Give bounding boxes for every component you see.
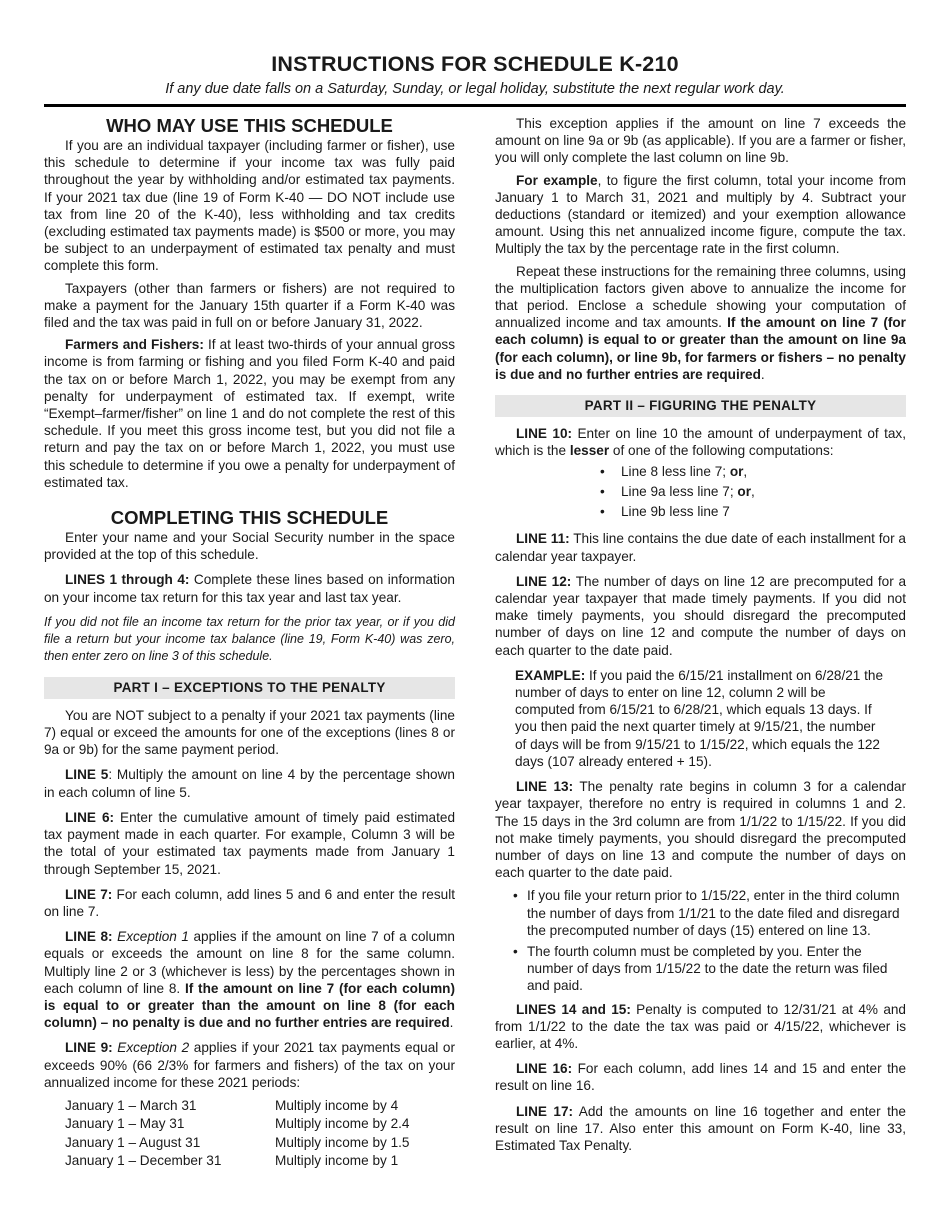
period-label: January 1 – December 31	[65, 1153, 222, 1169]
line-17-label: LINE 17:	[516, 1103, 574, 1119]
period-factor: Multiply income by 1.5	[275, 1134, 410, 1150]
right-column	[495, 115, 906, 1154]
farmers-label: Farmers and Fishers:	[65, 337, 204, 353]
period-label: January 1 – March 31	[65, 1097, 197, 1113]
line-10-lesser: lesser	[569, 443, 610, 459]
line-12-label: LINE 12:	[516, 573, 572, 589]
line-11-paragraph	[495, 530, 906, 564]
line-9-exception: Exception 2	[117, 1040, 190, 1056]
line-9-text: applies if your 2021 tax payments equal or exceeds 90% (66 2/3% for farmers and fishers) of the tax on your annualized income for these 2021 periods:	[44, 1040, 455, 1090]
lines-14-15-paragraph	[495, 1001, 906, 1053]
page-subtitle: If any due date falls on a Saturday, Sunday, or legal holiday, substitute the next regular work day.	[165, 81, 785, 97]
period-factor: Multiply income by 2.4	[275, 1116, 410, 1132]
example-box-text: If you paid the 6/15/21 installment on 6/28/21 the number of days to enter on line 12, column 2 will be computed from 6/15/21 to 6/28/21, which equals 13 days. If you then paid the next quarter timely at 9/15/21, the number of days will be from 9/15/21 to 1/15/22, which equals the 122 days (107 already entered + 15).	[515, 667, 884, 769]
line-11-label: LINE 11:	[516, 531, 570, 547]
list-item: • Line 9a less line 7; or,	[600, 482, 906, 502]
line-13-label: LINE 13:	[516, 779, 574, 795]
repeat-bold: If the amount on line 7 (for each column) is equal to or greater than the amount on line 9a (for each column), or line 9b, for farmers or fishers – no penalty is due and no further entries are required	[495, 315, 906, 382]
line-17-text: Add the amounts on line 16 together and enter the result on line 17. Also enter this amount on Form K-40, line 33, Estimated Tax Penalty.	[495, 1103, 906, 1153]
computation-list	[495, 462, 906, 522]
exception-continued-paragraph: This exception applies if the amount on line 7 exceeds the amount on line 9a or 9b (as applicable). If you are a farmer or fisher, you will only complete the last column on line 9b.	[495, 116, 906, 166]
line-9-label: LINE 9:	[65, 1040, 113, 1056]
lines-14-15-label: LINES 14 and 15:	[516, 1001, 631, 1017]
lines-1-4-label: LINES 1 through 4:	[65, 572, 190, 588]
period-label: January 1 – August 31	[65, 1134, 201, 1150]
part-2-header: PART II – FIGURING THE PENALTY	[495, 395, 906, 417]
line-13-paragraph	[495, 778, 906, 881]
for-example-paragraph	[495, 172, 906, 258]
list-item: • If you file your return prior to 1/15/22, enter in the third column the number of days from 1/1/21 to the date filed and disregard the precomputed number of days (15) entered on line 13.	[513, 887, 906, 939]
left-column	[44, 115, 455, 1171]
line-12-paragraph	[495, 573, 906, 659]
lines-14-15-text: Penalty is computed to 12/31/21 at 4% and from 1/1/22 to the date the tax was paid or 4/15/22, whichever is earlier, at 4%.	[495, 1001, 906, 1051]
line-10-end: of one of the following computations:	[609, 443, 834, 459]
completing-heading: COMPLETING THIS SCHEDULE	[110, 507, 389, 529]
page-title: INSTRUCTIONS FOR SCHEDULE K-210	[271, 52, 679, 76]
line-8-end: .	[449, 1015, 454, 1031]
lines-1-4-text: Complete these lines based on information on your income tax return for this tax year and last tax year.	[44, 572, 455, 605]
who-paragraph-2: Taxpayers (other than farmers or fishers) are not required to make a payment for the January 15th quarter if a Form K-40 was filed and the tax was paid in full on or before January 31, 2022.	[44, 280, 455, 331]
part-1-header: PART I – EXCEPTIONS TO THE PENALTY	[44, 677, 455, 699]
line-12-text: The number of days on line 12 are precomputed for a calendar year taxpayer that made timely payments. If you did not make timely payments, you should disregard the precomputed number of days on line 12 and compute the number of days on each quarter to the date paid.	[495, 573, 907, 658]
period-factor: Multiply income by 4	[275, 1097, 399, 1113]
list-item: • The fourth column must be completed by you. Enter the number of days from 1/15/22 to the date the return was filed and paid.	[513, 943, 906, 995]
line-16-label: LINE 16:	[516, 1061, 573, 1077]
line-8-label: LINE 8:	[65, 929, 113, 945]
line-6-paragraph	[44, 809, 455, 878]
line-8-text: applies if the amount on line 7 of a column equals or exceeds the amount on line 8 for the same column. Multiply line 2 or 3 (whichever is less) by the percentages shown in each column of line 8.	[44, 929, 455, 996]
period-factor: Multiply income by 1	[275, 1153, 399, 1169]
for-example-label: For example	[516, 172, 598, 188]
completing-paragraph: Enter your name and your Social Security number in the space provided at the top of this schedule.	[44, 530, 455, 563]
line-13-text: The penalty rate begins in column 3 for a calendar year taxpayer, therefore no entry is required in columns 1 and 2. The 15 days in the 3rd column are from 1/1/22 to 1/15/22. If you did not make timely payments, you should disregard the precomputed number of days on line 13 and compute the number of days on each quarter to the date paid.	[495, 779, 907, 881]
line-10-text: Enter on line 10 the amount of underpayment of tax, which is the	[495, 426, 906, 459]
line-8-paragraph	[44, 928, 455, 1031]
repeat-end: .	[760, 366, 765, 382]
line-10-paragraph	[495, 425, 906, 459]
who-may-use-heading: WHO MAY USE THIS SCHEDULE	[106, 115, 393, 136]
line-10-label: LINE 10:	[516, 426, 573, 442]
line-16-paragraph	[495, 1060, 906, 1094]
period-label: January 1 – May 31	[65, 1116, 185, 1132]
line-8-exception: Exception 1	[117, 929, 189, 945]
lines-1-4-paragraph	[44, 571, 455, 605]
header-rule	[44, 104, 906, 107]
line-7-label: LINE 7:	[65, 886, 113, 902]
example-box	[515, 667, 886, 770]
line-5-label: LINE 5	[65, 767, 109, 783]
line-7-text: For each column, add lines 5 and 6 and enter the result on line 7.	[44, 886, 456, 919]
line-16-text: For each column, add lines 14 and 15 and enter the result on line 16.	[495, 1061, 907, 1094]
line-8-bold: If the amount on line 7 (for each column) is equal to or greater than the amount on line 8 (for each column) – no penalty is due and no further entries are required	[44, 980, 455, 1031]
list-item: • Line 9b less line 7	[600, 502, 906, 522]
example-box-label: EXAMPLE:	[515, 667, 586, 683]
for-example-text: , to figure the first column, total your income from January 1 to March 31, 2021 and multiply by 4. Subtract your deductions (standard or itemized) and your exemption allowance amount. Using this net annualized income figure, compute the tax. Multiply the tax by the percentage rate in the first column.	[495, 172, 906, 257]
line-11-text: This line contains the due date of each installment for a calendar year taxpayer.	[495, 531, 906, 564]
list-item: • Line 8 less line 7; or,	[600, 462, 906, 482]
line-6-label: LINE 6:	[65, 809, 115, 825]
repeat-text: Repeat these instructions for the remaining three columns, using the multiplication factors given above to annualize the income for that period. Enclose a schedule showing your computation of annualized income and tax amounts.	[495, 263, 906, 331]
farmers-paragraph	[44, 336, 455, 491]
repeat-paragraph	[495, 263, 906, 383]
line-7-paragraph	[44, 886, 455, 920]
line-5-paragraph	[44, 766, 455, 800]
line-9-paragraph	[44, 1039, 455, 1091]
line-5-text: : Multiply the amount on line 4 by the percentage shown in each column of line 5.	[44, 767, 455, 800]
annualization-table	[65, 1097, 455, 1171]
who-paragraph-1: If you are an individual taxpayer (including farmer or fisher), use this schedule to determine if your income tax was fully paid throughout the year by withholding and/or estimated tax payments. If your 2021 tax due (line 19 of Form K-40 — DO NOT include use tax from line 20 of the K-40), less withholding and tax credits (excluding estimated tax payments made) is $500 or more, you may be subject to an underpayment of estimated tax penalty and must complete this form.	[44, 138, 455, 274]
farmers-text: If at least two-thirds of your annual gross income is from farming or fishing and you filed Form K-40 and paid the tax on or before March 1, 2022, you may be exempt from any penalty for underpayment of estimated tax. If exempt, write “Exempt–farmer/fisher” on line 1 and do not complete the rest of this schedule. If you meet this gross income test, but you did not file a return and pay the tax on or before March 1, 2022, you must use this schedule to determine if you owe a penalty for underpayment of estimated tax.	[44, 337, 455, 490]
italic-note: If you did not file an income tax return for the prior tax year, or if you did file a return but your income tax balance (line 19, Form K-40) was zero, then enter zero on line 3 of this schedule.	[44, 614, 455, 663]
line-17-paragraph	[495, 1103, 906, 1155]
line-6-text: Enter the cumulative amount of timely paid estimated tax payment made in each quarter. For example, Column 3 will be the total of your estimated tax payments made from January 1 through September 15, 2021.	[44, 809, 456, 877]
line-13-notes	[495, 887, 906, 994]
part-1-paragraph: You are NOT subject to a penalty if your 2021 tax payments (line 7) equal or exceed the amounts for one of the exceptions (lines 8 or 9a or 9b) for the same payment period.	[44, 707, 455, 758]
